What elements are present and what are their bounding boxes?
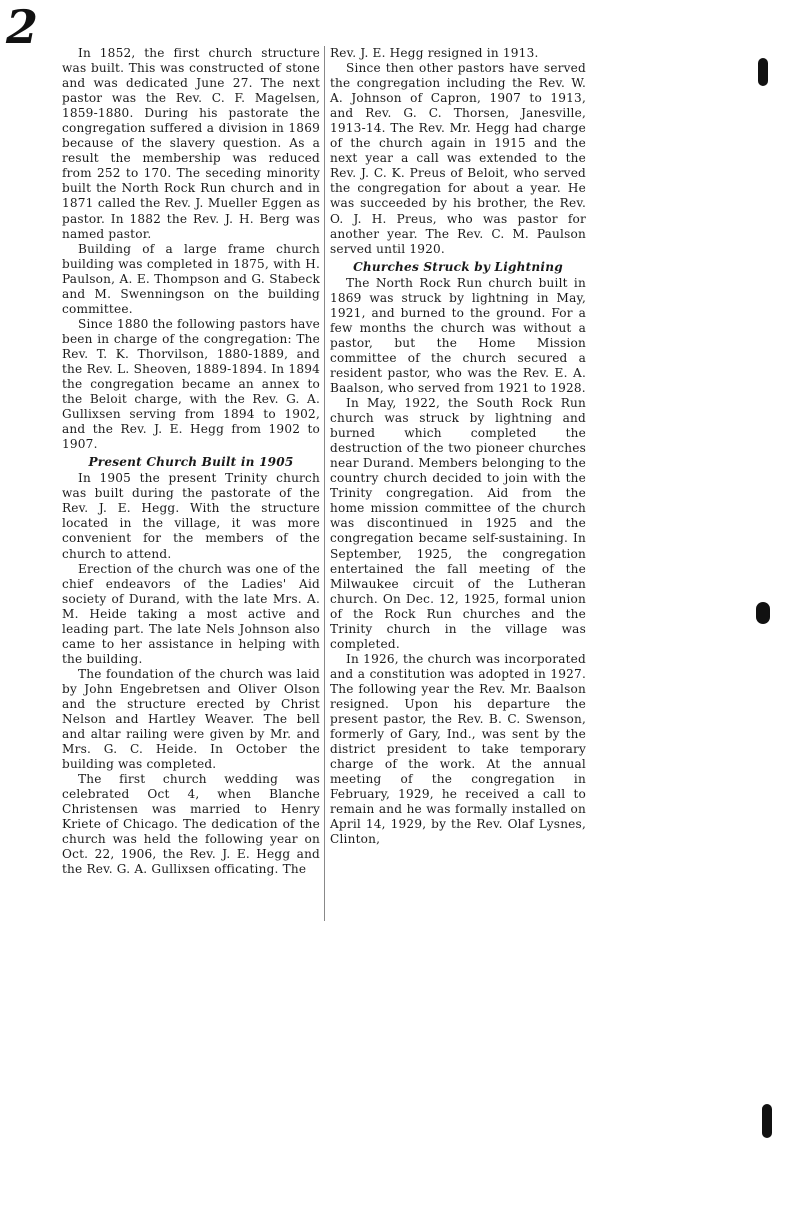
paragraph: In 1905 the present Trinity church was built during the pastorate of the Rev. J. E. Hegg. With the structure located in the village, it was more convenient for the members of the church to attend. [62,471,320,561]
paragraph: In 1852, the first church structure was built. This was constructed of stone and was dedicated June 27. The next pastor was the Rev. C. F. Magelsen, 1859-1880. During his pastorate the congregation suffered a division in 1869 because of the slavery question. As a result the membership was reduced from 252 to 170. The seceding minority built the North Rock Run church and in 1871 called the Rev. J. Mueller Eggen as pastor. In 1882 the Rev. J. H. Berg was named pastor. [62,46,320,241]
page-number: 2 [6,0,39,54]
section-heading: Present Church Built in 1905 [88,455,294,470]
paragraph: In 1926, the church was incorporated and a constitution was adopted in 1927. The following year the Rev. Mr. Baalson resigned. Upon his departure the present pastor, the Rev. B. C. Swenson, formerly of Gary, Ind., was sent by the district president to take temporary charge of the work. At the annual meeting of the congregation in February, 1929, he received a call to remain and he was formally installed on April 14, 1929, by the Rev. Olaf Lysnes, Clinton, [330,651,586,847]
paragraph: The first church wedding was celebrated Oct 4, when Blanche Christensen was married to Henry Kriete of Chicago. The dedication of the church was held the following year on Oct. 22, 1906, the Rev. J. E. Hegg and the Rev. G. A. Gullixsen officating. The [62,772,320,877]
right-column [330,46,586,847]
column-divider [324,46,325,921]
punch-hole-mark [762,1104,772,1138]
paragraph: Since 1880 the following pastors have been in charge of the congregation: The Rev. T. K. Thorvilson, 1880-1889, and the Rev. L. Sheoven, 1889-1894. In 1894 the congregation became an annex to the Beloit charge, with the Rev. G. A. Gullixsen serving from 1894 to 1902, and the Rev. J. E. Hegg from 1902 to 1907. [62,316,320,452]
paragraph: Erection of the church was one of the chief endeavors of the Ladies' Aid society of Durand, with the late Mrs. A. M. Heide taking a most active and leading part. The late Nels Johnson also came to her assistance in helping with the building. [62,561,320,666]
section-heading: Churches Struck by Lightning [353,259,563,274]
paragraph: The foundation of the church was laid by John Engebretsen and Oliver Olson and the structure erected by Christ Nelson and Hartley Weaver. The bell and altar railing were given by Mr. and Mrs. G. C. Heide. In October the building was completed. [62,666,320,772]
continued-line: Rev. J. E. Hegg resigned in 1913. [330,46,539,60]
paragraph: Building of a large frame church building was completed in 1875, with H. Paulson, A. E. Thompson and G. Stabeck and M. Swenningson on the building committee. [62,241,320,316]
left-column [62,46,320,878]
paragraph: In May, 1922, the South Rock Run church was struck by lightning and burned which completed the destruction of the two pioneer churches near Durand. Members belonging to the country church decided to join with the Trinity congregation. Aid from the home mission committee of the church was discontinued in 1925 and the congregation became self-sustaining. In September, 1925, the congregation entertained the fall meeting of the Milwaukee circuit of the Lutheran church. On Dec. 12, 1925, formal union of the Rock Run churches and the Trinity church in the village was completed. [330,396,586,651]
paragraph: The North Rock Run church built in 1869 was struck by lightning in May, 1921, and burned to the ground. For a few months the church was without a pastor, but the Home Mission committee of the church secured a resident pastor, who was the Rev. E. A. Baalson, who served from 1921 to 1928. [330,275,586,395]
punch-hole-mark [756,602,770,624]
punch-hole-mark [758,58,768,86]
paragraph: Since then other pastors have served the congregation including the Rev. W. A. Johnson of Capron, 1907 to 1913, and Rev. G. C. Thorsen, Janesville, 1913-14. The Rev. Mr. Hegg had charge of the church again in 1915 and the next year a call was extended to the Rev. J. C. K. Preus of Beloit, who served the congregation for about a year. He was succeeded by his brother, the Rev. O. J. H. Preus, who was pastor for another year. The Rev. C. M. Paulson served until 1920. [330,61,586,256]
